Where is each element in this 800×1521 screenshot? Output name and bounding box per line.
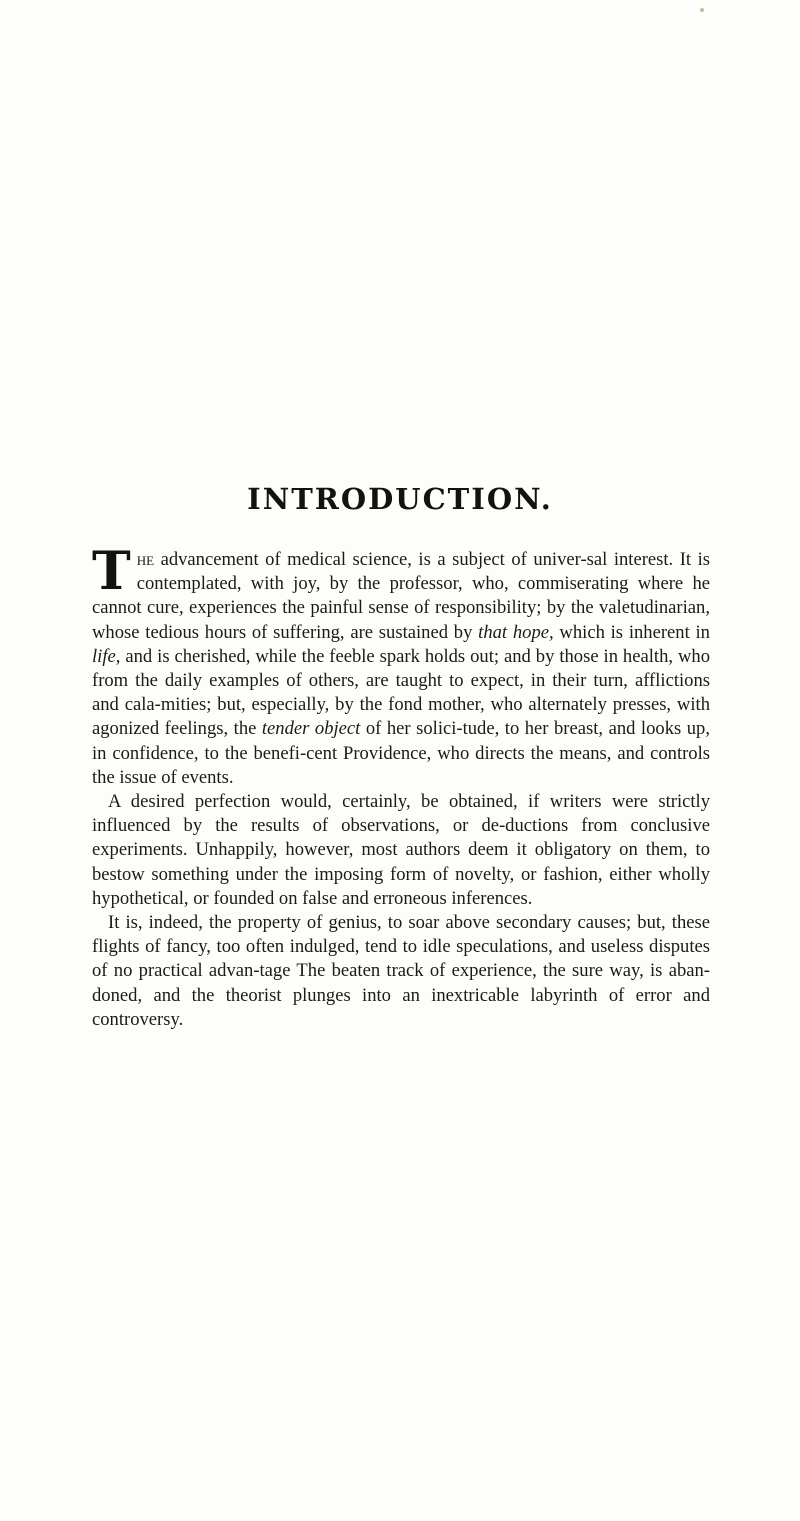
paper-speck xyxy=(700,8,704,12)
paragraph-1-text-a: advancement of medical science, is a subject of univer-sal interest. It is contemplated, with joy, by the professor, who, commiserating where he cannot cure, experiences the painful sense of responsibility; by the valetudinarian, whose tedious hours of suffering, are sustained by xyxy=(92,549,710,643)
paragraph-1-text-b: which is inherent in xyxy=(553,621,710,643)
paragraph-1-text-d: of her solici-tude, to her breast, and looks up, in confidence, to the benefi-cent Providence, who directs the means, and controls the issue of events. xyxy=(92,718,710,788)
italic-tender-object: tender object xyxy=(261,718,361,740)
italic-life: life, xyxy=(92,645,121,667)
italic-that-hope: that hope, xyxy=(478,621,554,643)
opening-smallcaps: he xyxy=(136,549,155,570)
chapter-heading: INTRODUCTION. xyxy=(247,482,553,516)
paragraph-1-text-c: and is cherished, while the feeble spark holds out; and by those in health, who from the daily examples of others, are taught to expect, in their turn, afflictions and cala-mities; but, especially, by the fond mother, who alternately presses, with agonized feelings, the xyxy=(92,645,710,740)
paragraph-1 xyxy=(92,541,710,790)
paragraph-2: A desired perfection would, certainly, be obtained, if writers were strictly influenced by the results of observations, or de-ductions from conclusive experiments. Unhappily, however, most authors deem it obligatory on them, to bestow something under the imposing form of novelty, or fashion, either wholly hypothetical, or founded on false and erroneous inferences. xyxy=(92,791,710,909)
drop-cap: T xyxy=(92,541,131,602)
paragraph-3: It is, indeed, the property of genius, to soar above secondary causes; but, these flights of fancy, too often indulged, tend to idle speculations, and useless disputes of no practical advan-tage The beaten track of experience, the sure way, is aban-doned, and the theorist plunges into an inextricable labyrinth of error and controversy. xyxy=(92,912,710,1030)
body-text xyxy=(92,541,710,1032)
